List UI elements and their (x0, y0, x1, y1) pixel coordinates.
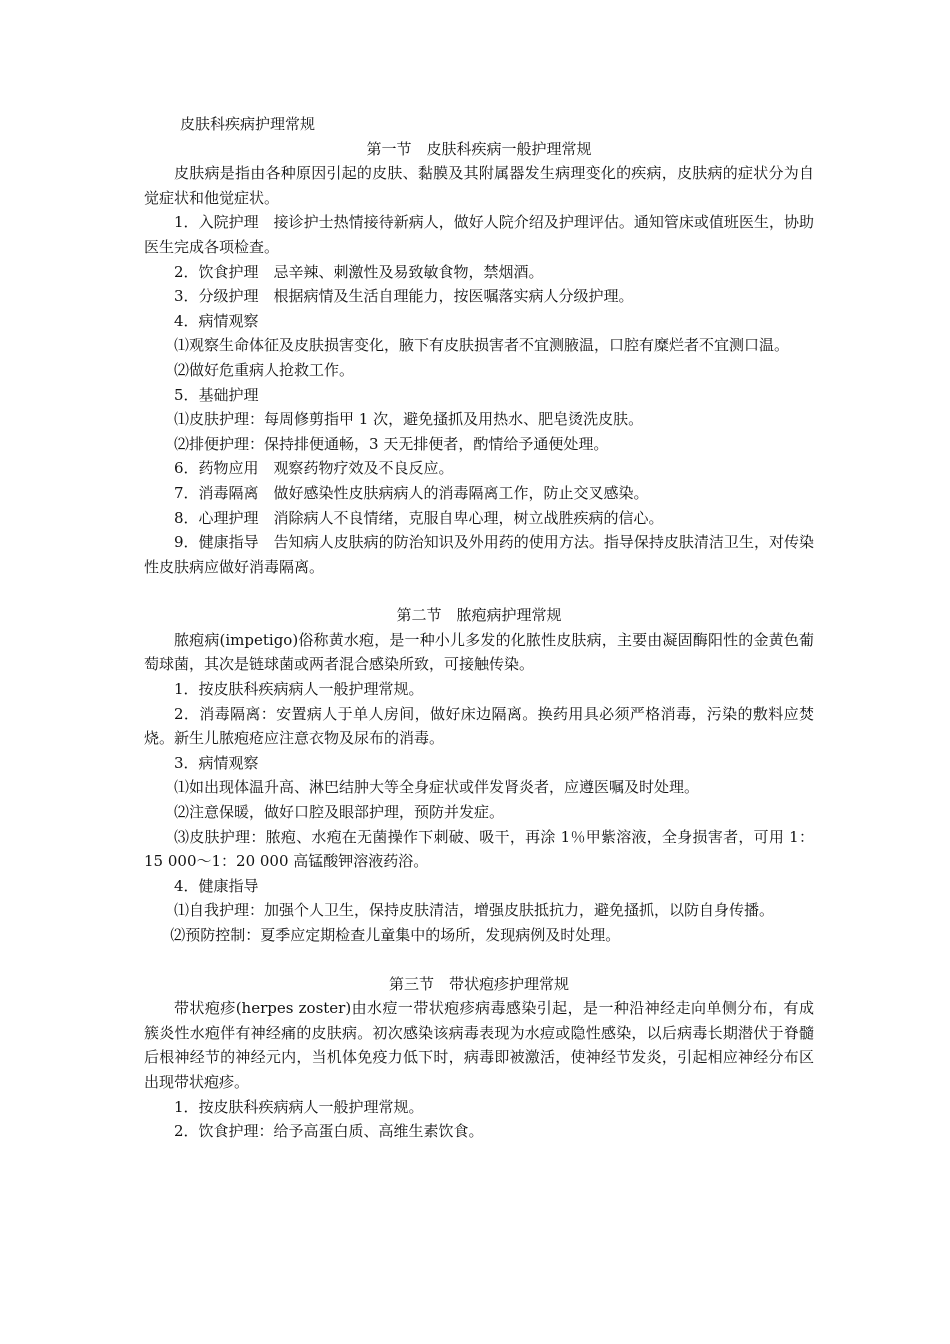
section-2 (144, 603, 814, 947)
paragraph: 5．基础护理 (174, 385, 259, 404)
paragraph: 带状疱疹(herpes zoster)由水痘一带状疱疹病毒感染引起，是一种沿神经走向单侧分布，有成簇炎性水疱伴有神经痛的皮肤病。初次感染该病毒表现为水痘或隐性感染，以后病毒长期潜伏于脊髓后根神经节的神经元内，当机体免疫力低下时，病毒即被激活，使神经节发炎，引起相应神经分布区出现带状疱疹。 (144, 999, 814, 1091)
section-spacer (144, 579, 814, 603)
section-1 (144, 137, 814, 580)
paragraph: 3．病情观察 (174, 753, 259, 772)
section-title: 第二节 脓疱病护理常规 (396, 606, 562, 625)
paragraph: 6．药物应用 观察药物疗效及不良反应。 (174, 459, 454, 478)
paragraph: 1．按皮肤科疾病病人一般护理常规。 (174, 680, 424, 699)
paragraph: 1．按皮肤科疾病病人一般护理常规。 (174, 1097, 424, 1116)
paragraph: 4．健康指导 (174, 876, 259, 895)
paragraph: 2．饮食护理 忌辛辣、刺激性及易致敏食物，禁烟酒。 (174, 262, 544, 281)
section-spacer (144, 948, 814, 972)
paragraph: ⑴观察生命体征及皮肤损害变化，腋下有皮肤损害者不宜测腋温，口腔有糜烂者不宜测口温。 (174, 336, 790, 355)
paragraph: ⑶皮肤护理：脓疱、水疱在无菌操作下刺破、吸干，再涂 1％甲紫溶液，全身损害者，可用 1：15 000～1：20 000 高锰酸钾溶液药浴。 (144, 827, 814, 871)
section-title: 第三节 带状疱疹护理常规 (388, 974, 569, 993)
paragraph: 9．健康指导 告知病人皮肤病的防治知识及外用药的使用方法。指导保持皮肤清洁卫生，对传染性皮肤病应做好消毒隔离。 (144, 533, 814, 576)
paragraph: ⑴如出现体温升高、淋巴结肿大等全身症状或伴发肾炎者，应遵医嘱及时处理。 (174, 778, 700, 797)
paragraph: ⑵预防控制：夏季应定期检查儿童集中的场所，发现病例及时处理。 (170, 926, 621, 944)
paragraph: 脓疱病(impetigo)俗称黄水疱，是一种小儿多发的化脓性皮肤病，主要由凝固酶阳性的金黄色葡萄球菌，其次是链球菌或两者混合感染所致，可接触传染。 (144, 630, 814, 674)
document-page (144, 112, 814, 1144)
section-title: 第一节 皮肤科疾病一般护理常规 (366, 139, 592, 158)
paragraph: 7．消毒隔离 做好感染性皮肤病病人的消毒隔离工作，防止交叉感染。 (174, 483, 649, 502)
paragraph: 皮肤病是指由各种原因引起的皮肤、黏膜及其附属器发生病理变化的疾病，皮肤病的症状分为自觉症状和他觉症状。 (144, 164, 814, 207)
paragraph: ⑵排便护理：保持排便通畅，3 天无排便者，酌情给予通便处理。 (174, 434, 609, 453)
paragraph: 2．饮食护理：给予高蛋白质、高维生素饮食。 (174, 1122, 484, 1141)
paragraph: 4．病情观察 (174, 311, 259, 330)
paragraph: ⑵注意保暖，做好口腔及眼部护理，预防并发症。 (174, 803, 505, 822)
paragraph: 1．入院护理 接诊护士热情接待新病人，做好人院介绍及护理评估。通知管床或值班医生，协助医生完成各项检查。 (144, 213, 814, 256)
document-title: 皮肤科疾病护理常规 (180, 115, 316, 133)
paragraph: ⑴皮肤护理：每周修剪指甲 1 次，避免搔抓及用热水、肥皂烫洗皮肤。 (174, 410, 644, 429)
paragraph: 8．心理护理 消除病人不良情绪，克服自卑心理，树立战胜疾病的信心。 (174, 508, 664, 527)
paragraph: ⑴自我护理：加强个人卫生，保持皮肤清洁，增强皮肤抵抗力，避免搔抓，以防自身传播。 (174, 901, 775, 920)
paragraph: 2．消毒隔离：安置病人于单人房间，做好床边隔离。换药用具必须严格消毒，污染的敷料应焚烧。新生儿脓疱疮应注意衣物及尿布的消毒。 (144, 704, 814, 748)
paragraph: ⑵做好危重病人抢救工作。 (174, 360, 355, 379)
paragraph: 3．分级护理 根据病情及生活自理能力，按医嘱落实病人分级护理。 (174, 287, 634, 306)
section-3 (144, 972, 814, 1144)
